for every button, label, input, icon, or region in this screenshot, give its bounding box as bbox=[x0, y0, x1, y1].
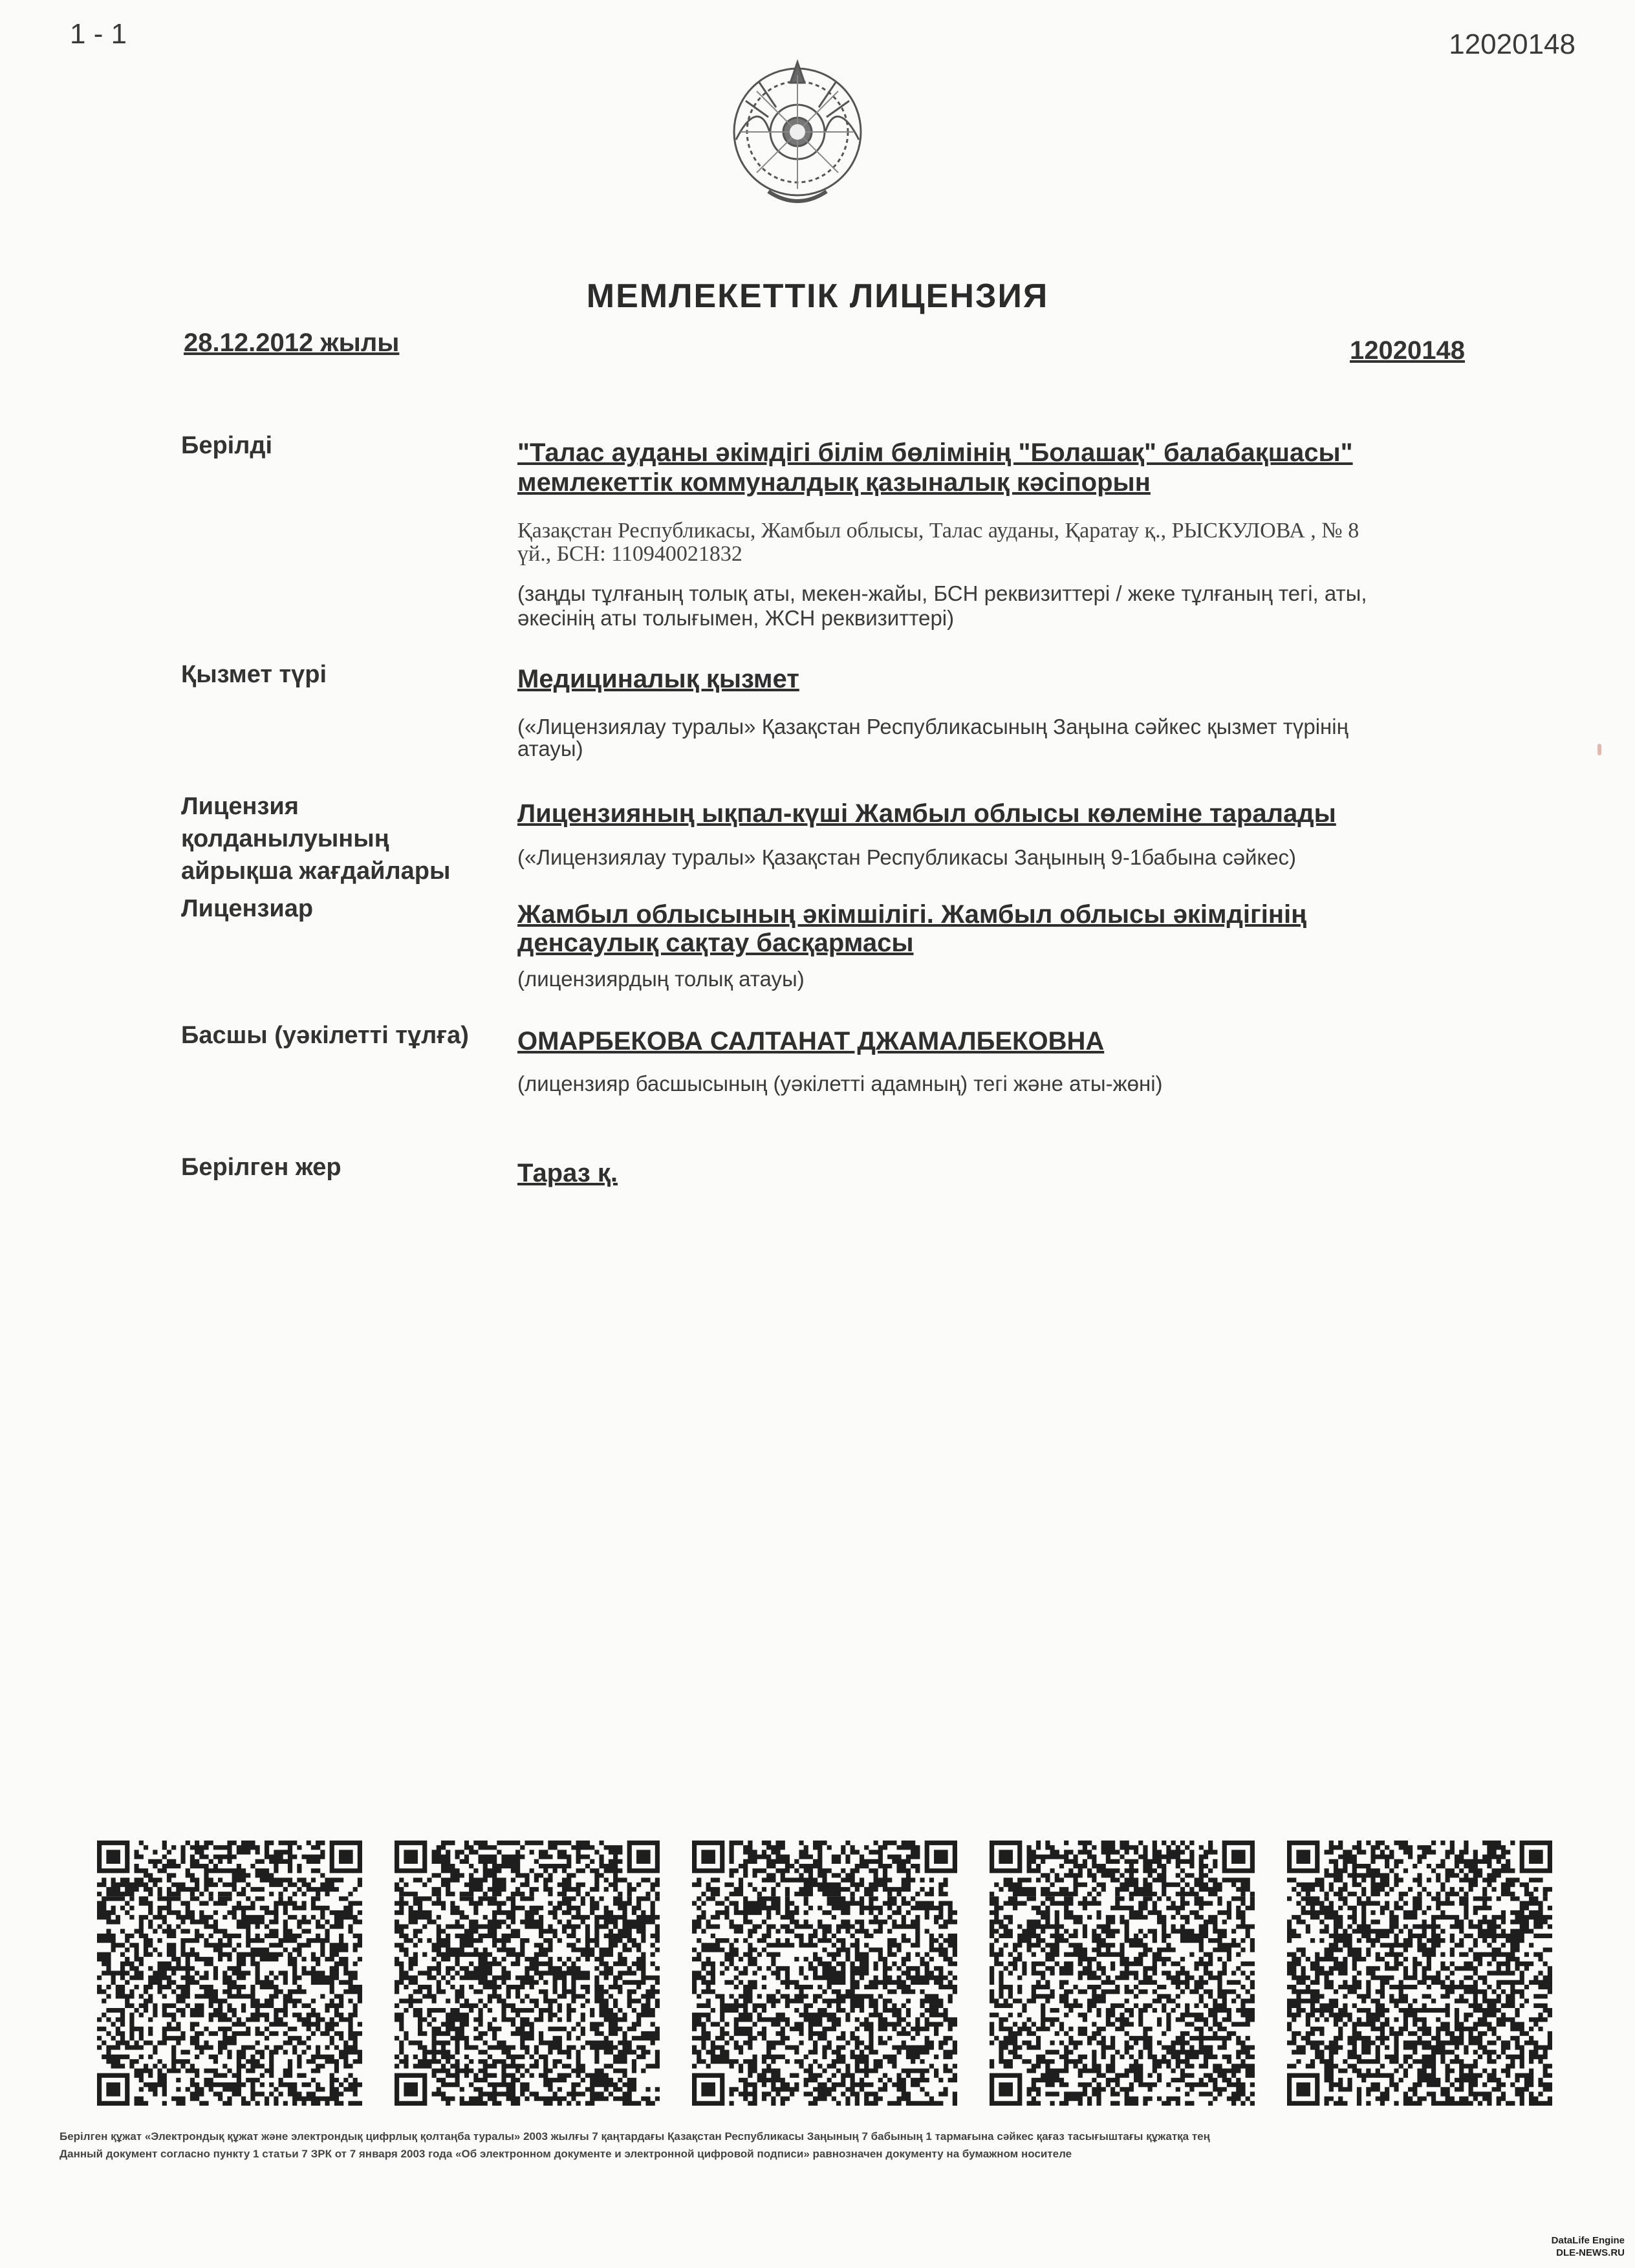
activity-label: Қызмет түрі bbox=[181, 661, 327, 688]
issued-to-value-line1: "Талас ауданы әкімдігі білім бөлімінің "Болашақ" балабақшасы" bbox=[517, 438, 1353, 467]
conditions-label-line1: Лицензия bbox=[181, 793, 299, 820]
scan-speck bbox=[1597, 744, 1601, 755]
document-title: МЕМЛЕКЕТТІК ЛИЦЕНЗИЯ bbox=[586, 277, 1049, 315]
conditions-label-line2: қолданылуының bbox=[181, 825, 389, 852]
watermark-line2: DLE-NEWS.RU bbox=[1556, 2247, 1625, 2258]
qr-code-row bbox=[97, 1841, 1552, 2106]
head-label: Басшы (уәкілетті тұлға) bbox=[181, 1022, 469, 1049]
conditions-label-line3: айрықша жағдайлары bbox=[181, 858, 451, 885]
licensor-value-line1: Жамбыл облысының әкімшілігі. Жамбыл облысы әкімдігінің bbox=[517, 900, 1307, 929]
head-value: ОМАРБЕКОВА САЛТАНАТ ДЖАМАЛБЕКОВНА bbox=[517, 1027, 1105, 1055]
watermark-line1: DataLife Engine bbox=[1551, 2235, 1625, 2246]
issued-to-address-line2: үй., БСН: 110940021832 bbox=[517, 542, 742, 566]
issue-date: 28.12.2012 жылы bbox=[184, 329, 400, 357]
issued-to-label: Берілді bbox=[181, 432, 273, 459]
licensor-label: Лицензиар bbox=[181, 895, 314, 922]
qr-code-icon bbox=[1287, 1841, 1552, 2106]
licensor-hint: (лицензиярдың толық атауы) bbox=[517, 967, 805, 991]
qr-code-icon bbox=[990, 1841, 1255, 2106]
issued-to-hint-line1: (заңды тұлғаның толық аты, мекен-жайы, БСН реквизиттері / жеке тұлғаның тегі, аты, bbox=[517, 581, 1367, 605]
watermark bbox=[1552, 2234, 1625, 2259]
issued-to-value-line2: мемлекеттік коммуналдық қазыналық кәсіпорын bbox=[517, 468, 1151, 497]
issued-to-hint-line2: әкесінің аты толығымен, ЖСН реквизиттері) bbox=[517, 606, 955, 630]
qr-code-icon bbox=[692, 1841, 957, 2106]
license-number: 12020148 bbox=[1350, 336, 1465, 365]
activity-value: Медициналық қызмет bbox=[517, 665, 799, 693]
head-hint: (лицензияр басшысының (уәкілетті адамның) тегі және аты-жөні) bbox=[517, 1072, 1163, 1096]
activity-hint-line1: («Лицензиялау туралы» Қазақстан Республикасының Заңына сәйкес қызмет түрінің bbox=[517, 715, 1348, 739]
conditions-value: Лицензияның ықпал-күші Жамбыл облысы көлеміне таралады bbox=[517, 799, 1336, 828]
footer-legal-russian: Данный документ согласно пункту 1 статьи 7 ЗРК от 7 января 2003 года «Об электронном документе и электронной цифровой подписи» равнозначен документу на бумажном носителе bbox=[60, 2148, 1072, 2160]
place-label: Берілген жер bbox=[181, 1154, 341, 1181]
page-id: 1 - 1 bbox=[70, 18, 127, 50]
conditions-hint: («Лицензиялау туралы» Қазақстан Республикасы Заңының 9-1бабына сәйкес) bbox=[517, 845, 1297, 869]
place-value: Тараз қ. bbox=[517, 1159, 618, 1187]
qr-code-icon bbox=[97, 1841, 362, 2106]
activity-hint-line2: атауы) bbox=[517, 737, 583, 761]
footer-legal-kazakh: Берілген құжат «Электрондық құжат және электрондық цифрлық қолтаңба туралы» 2003 жылғы 7 қаңтардағы Қазақстан Республикасы Заңының 7 бабының 1 тармағына сәйкес қағаз тасығыштағы құжатқа тең bbox=[60, 2130, 1210, 2143]
licensor-value-line2: денсаулық сақтау басқармасы bbox=[517, 929, 914, 957]
doc-number-top: 12020148 bbox=[1449, 28, 1575, 60]
qr-code-icon bbox=[395, 1841, 660, 2106]
state-emblem-icon bbox=[723, 56, 872, 217]
issued-to-address-line1: Қазақстан Республикасы, Жамбыл облысы, Талас ауданы, Қаратау қ., РЫСКУЛОВА , № 8 bbox=[517, 519, 1359, 543]
